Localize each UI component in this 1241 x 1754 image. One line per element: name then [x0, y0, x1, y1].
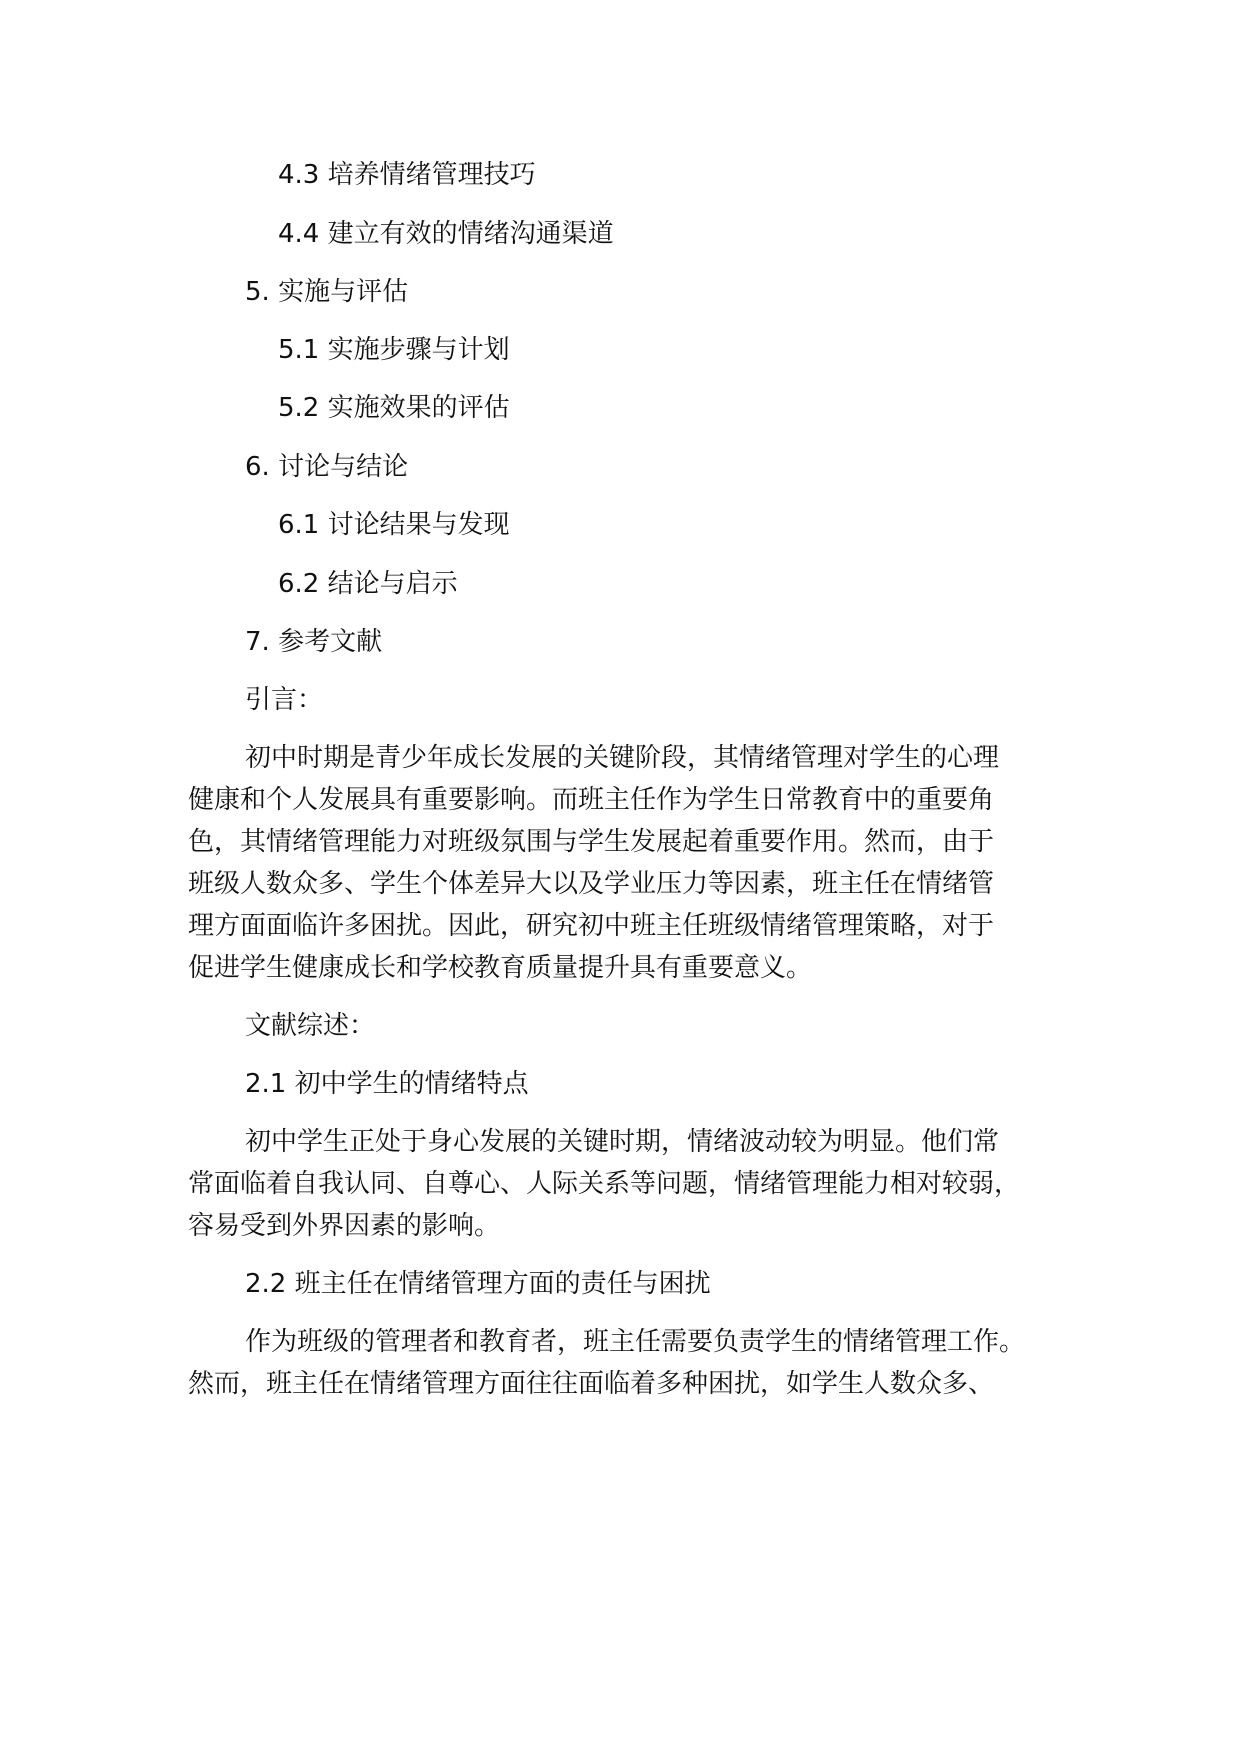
- toc-item-5-1: 5.1 实施步骤与计划: [278, 335, 510, 365]
- section-2-1-paragraph-line: 容易受到外界因素的影响。: [188, 1211, 501, 1241]
- intro-paragraph-line: 班级人数众多、学生个体差异大以及学业压力等因素，班主任在情绪管: [188, 869, 995, 899]
- intro-paragraph-line: 理方面面临许多困扰。因此，研究初中班主任班级情绪管理策略，对于: [188, 911, 995, 941]
- section-2-2-heading: 2.2 班主任在情绪管理方面的责任与困扰: [245, 1269, 711, 1299]
- section-2-1-paragraph-line: 常面临着自我认同、自尊心、人际关系等问题，情绪管理能力相对较弱，: [188, 1169, 1021, 1199]
- review-heading: 文献综述：: [245, 1011, 376, 1041]
- section-2-1-paragraph-line: 初中学生正处于身心发展的关键时期，情绪波动较为明显。他们常: [245, 1127, 1000, 1157]
- intro-paragraph-line: 促进学生健康成长和学校教育质量提升具有重要意义。: [188, 953, 813, 983]
- toc-item-4-3: 4.3 培养情绪管理技巧: [278, 160, 536, 190]
- toc-item-5-2: 5.2 实施效果的评估: [278, 393, 510, 423]
- toc-item-6: 6. 讨论与结论: [245, 452, 409, 482]
- intro-paragraph-line: 健康和个人发展具有重要影响。而班主任作为学生日常教育中的重要角: [188, 785, 995, 815]
- toc-item-7: 7. 参考文献: [245, 627, 383, 657]
- toc-item-4-4: 4.4 建立有效的情绪沟通渠道: [278, 219, 614, 249]
- toc-item-5: 5. 实施与评估: [245, 277, 409, 307]
- section-2-2-paragraph-line: 然而，班主任在情绪管理方面往往面临着多种困扰，如学生人数众多、: [188, 1369, 995, 1399]
- intro-paragraph-line: 色，其情绪管理能力对班级氛围与学生发展起着重要作用。然而，由于: [188, 827, 995, 857]
- intro-paragraph-line: 初中时期是青少年成长发展的关键阶段，其情绪管理对学生的心理: [245, 743, 1000, 773]
- toc-item-6-1: 6.1 讨论结果与发现: [278, 510, 510, 540]
- toc-item-6-2: 6.2 结论与启示: [278, 569, 458, 599]
- intro-heading: 引言：: [245, 685, 324, 715]
- section-2-2-paragraph-line: 作为班级的管理者和教育者，班主任需要负责学生的情绪管理工作。: [245, 1327, 1026, 1357]
- section-2-1-heading: 2.1 初中学生的情绪特点: [245, 1069, 529, 1099]
